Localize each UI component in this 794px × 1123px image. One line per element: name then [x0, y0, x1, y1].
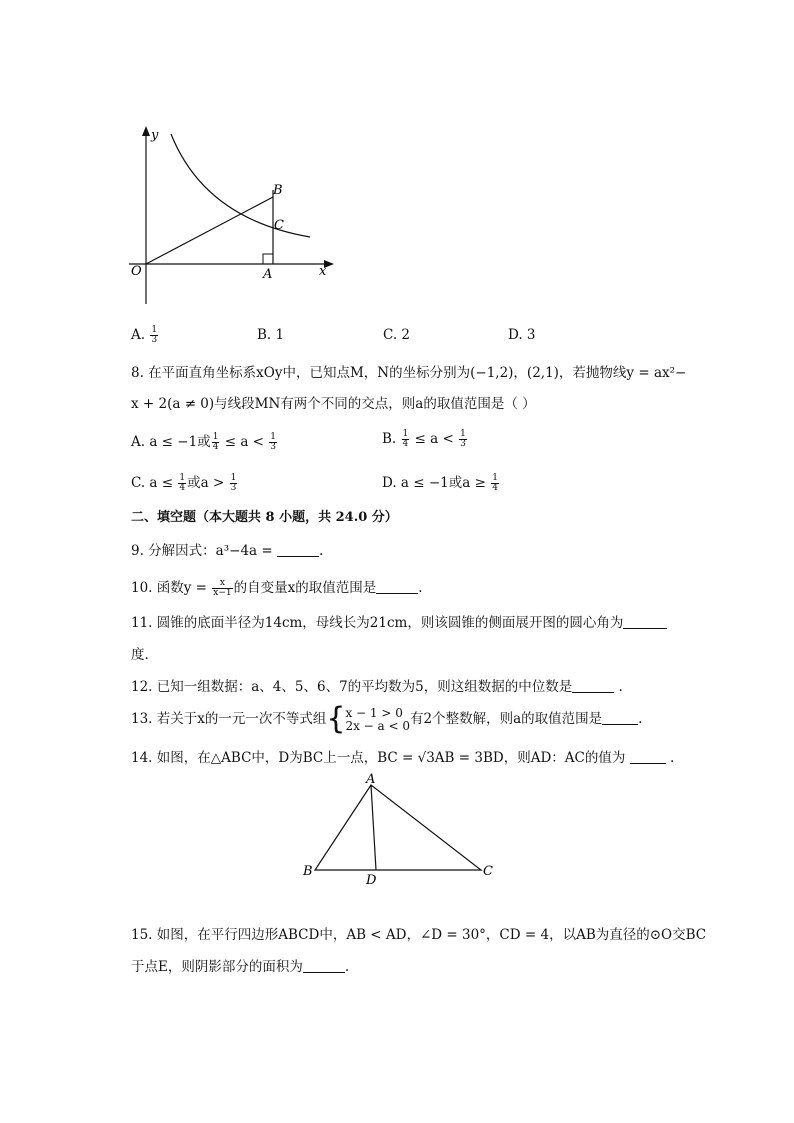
answer-blank[interactable]: [623, 614, 667, 629]
fraction: $\frac{1}{4}$: [402, 429, 409, 449]
point-a-label: A: [263, 267, 273, 282]
answer-blank[interactable]: [303, 958, 345, 973]
section-heading: 二、填空题（本大题共 8 小题，共 24.0 分）: [131, 510, 398, 525]
q8-option-c[interactable]: C. a ≤ $\frac{1}{4}$ 或a > $\frac{1}{3}$: [131, 473, 237, 493]
inequality-system: x − 1 > 0 2x − a < 0: [345, 705, 411, 733]
vertex-b-label: B: [303, 864, 313, 879]
q11-line1: 11. 圆锥的底面半径为14cm，母线长为21cm，则该圆锥的侧面展开图的圆心角为: [131, 614, 667, 632]
x-axis-label: x: [319, 264, 327, 279]
q7-option-c[interactable]: C. 2: [383, 327, 411, 343]
q7-option-b[interactable]: B. 1: [257, 327, 285, 343]
fraction: $\frac{1}{3}$: [151, 325, 158, 345]
q8-line1: 8. 在平面直角坐标系xOy中，已知点M，N的坐标分别为(−1,2)，(2,1)，若抛物线y = ax²−: [131, 365, 687, 381]
q15-line2: 于点E，则阴影部分的面积为 .: [131, 959, 350, 975]
brace: {: [326, 701, 346, 737]
q12: 12. 已知一组数据：a、4、5、6、7的平均数为5，则这组数据的中位数是 .: [131, 679, 623, 695]
point-b-label: B: [273, 183, 283, 198]
q8-option-b[interactable]: B. $\frac{1}{4}$ ≤ a < $\frac{1}{3}$: [382, 429, 466, 449]
q8-option-d[interactable]: D. a ≤ −1或a ≥ $\frac{1}{4}$: [382, 473, 498, 493]
q7-option-d[interactable]: D. 3: [508, 327, 536, 343]
origin-label: O: [131, 264, 142, 279]
point-d-label: D: [366, 873, 377, 888]
figure-q14: [298, 768, 498, 890]
y-axis-label: y: [151, 128, 159, 143]
answer-blank[interactable]: [376, 579, 418, 594]
answer-blank[interactable]: [602, 710, 638, 725]
q10: 10. 函数y = $\frac{x}{x-1}$ 的自变量x的取值范围是 .: [131, 578, 423, 598]
q8-option-a[interactable]: A. a ≤ −1或 $\frac{1}{4}$ ≤ a < $\frac{1}{3}$: [131, 432, 276, 452]
fraction: $\frac{1}{4}$: [212, 432, 219, 452]
point-c-label: C: [274, 218, 284, 233]
answer-blank[interactable]: [572, 678, 614, 693]
answer-blank[interactable]: [630, 749, 666, 764]
fraction: $\frac{1}{3}$: [460, 429, 466, 449]
fraction: $\frac{1}{3}$: [270, 432, 276, 452]
vertex-a-label: A: [366, 772, 376, 787]
figure-q7: [125, 124, 340, 309]
fraction: $\frac{1}{4}$: [492, 473, 498, 493]
answer-blank[interactable]: [277, 542, 319, 557]
q8-line2: x + 2(a ≠ 0)与线段MN有两个不同的交点，则a的取值范围是（ ）: [131, 396, 536, 412]
fraction: $\frac{1}{3}$: [230, 473, 237, 493]
vertex-c-label: C: [483, 864, 493, 879]
q9: 9. 分解因式：a³−4a = .: [131, 543, 324, 559]
q14: 14. 如图，在△ABC中，D为BC上一点，BC = √3AB = 3BD，则AD：AC的值为 .: [131, 750, 675, 766]
q11-line2: 度.: [131, 647, 149, 663]
fraction: $\frac{x}{x-1}$: [213, 578, 232, 598]
fraction: $\frac{1}{4}$: [179, 473, 186, 493]
q13: 13. 若关于x的一元一次不等式组{ x − 1 > 0 2x − a < 0 有2个整数解，则a的取值范围是 .: [131, 701, 643, 737]
q15-line1: 15. 如图，在平行四边形ABCD中，AB < AD，∠D = 30°，CD = 4，以AB为直径的⊙O交BC: [131, 927, 707, 943]
q7-option-a[interactable]: A. $\frac{1}{3}$: [131, 325, 158, 345]
